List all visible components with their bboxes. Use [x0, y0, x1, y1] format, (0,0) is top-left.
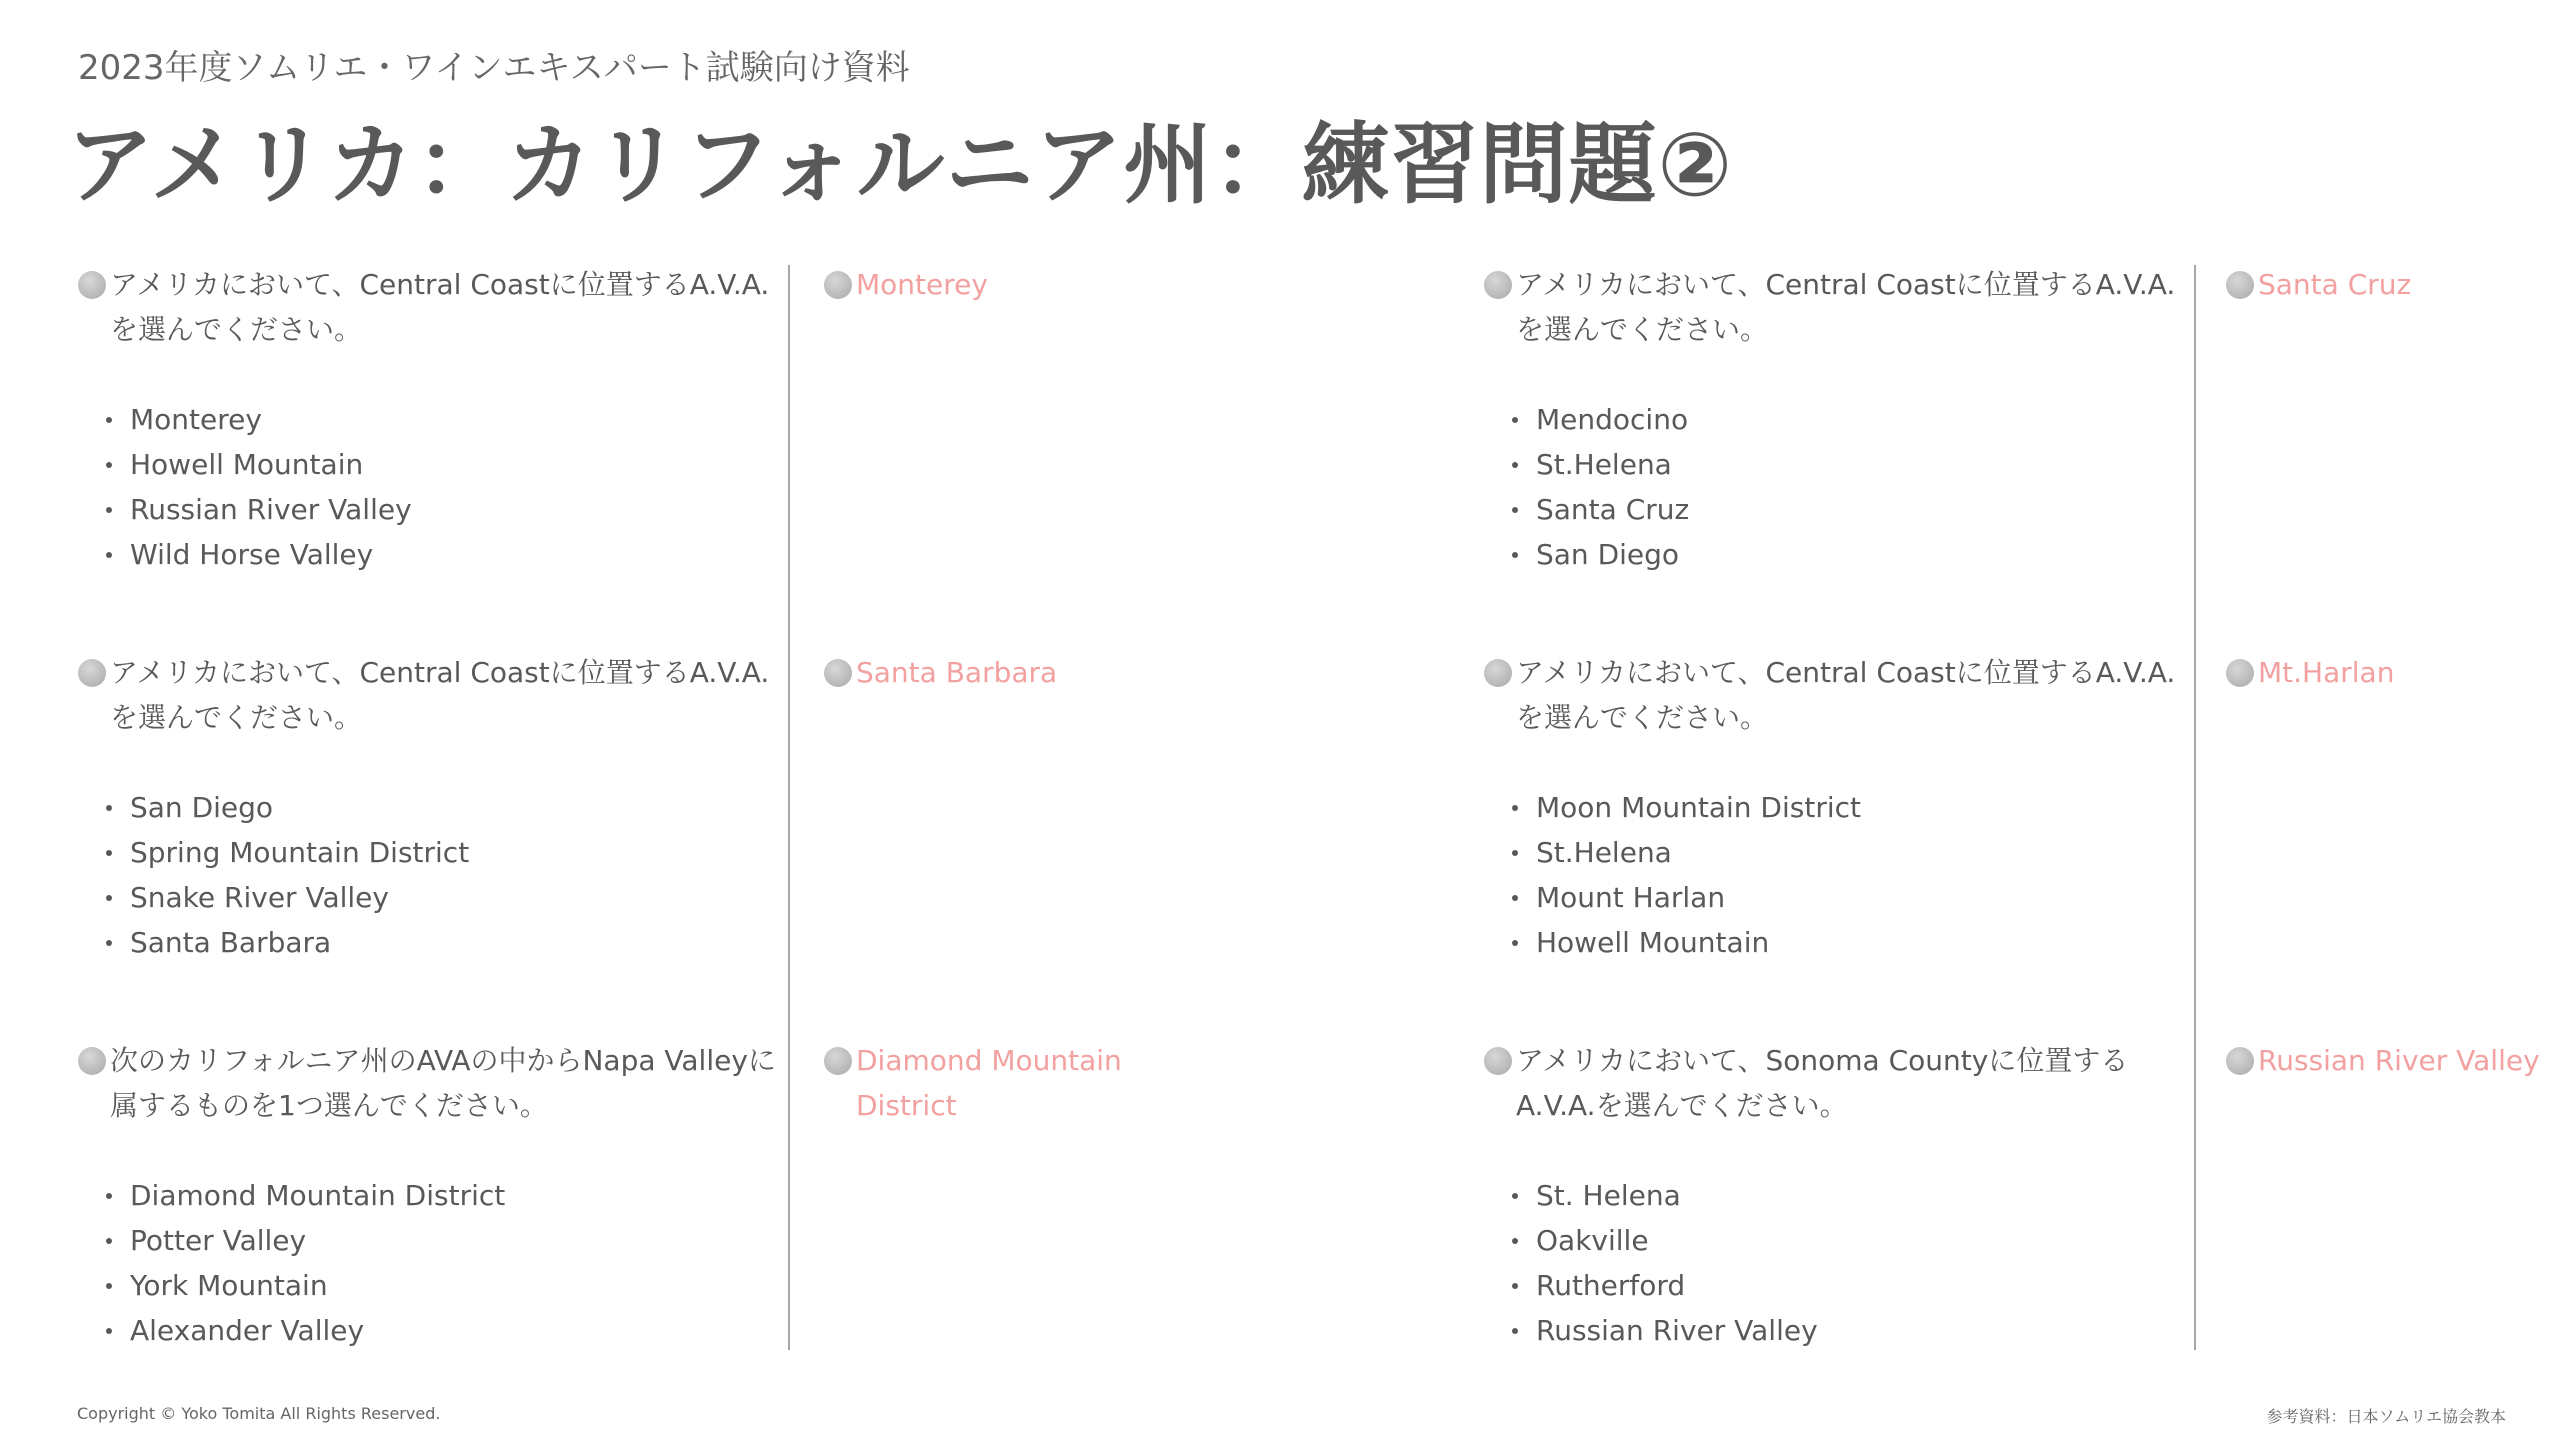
bullet-dot-icon — [78, 271, 106, 299]
answer-text: Mt.Harlan — [2258, 656, 2395, 689]
option-item: Howell Mountain — [1510, 920, 2186, 965]
bullet-dot-icon — [1484, 1047, 1512, 1075]
question-5 — [1486, 650, 2186, 965]
question-1 — [80, 262, 780, 577]
bullet-dot-icon — [824, 271, 852, 299]
option-item: St.Helena — [1510, 830, 2186, 875]
question-text: アメリカにおいて、Central Coastに位置するA.V.A.を選んでください。 — [1516, 268, 2176, 346]
question-4 — [1486, 262, 2186, 577]
option-list — [80, 397, 780, 577]
option-item: Rutherford — [1510, 1263, 2186, 1308]
question-text: アメリカにおいて、Central Coastに位置するA.V.A.を選んでください。 — [1516, 656, 2176, 734]
answer-text: Diamond Mountain District — [856, 1044, 1122, 1122]
answer-6 — [2228, 1038, 2558, 1083]
option-list — [1486, 1173, 2186, 1353]
option-item: Russian River Valley — [104, 487, 780, 532]
option-item: San Diego — [1510, 532, 2186, 577]
copyright-text: Copyright © Yoko Tomita All Rights Reserved. — [77, 1404, 441, 1423]
reference-text: 参考資料：日本ソムリエ協会教本 — [2266, 1407, 2506, 1426]
bullet-dot-icon — [1484, 659, 1512, 687]
answer-3 — [826, 1038, 1156, 1128]
question-text: 次のカリフォルニア州のAVAの中からNapa Valleyに属するものを1つ選んでください。 — [110, 1044, 776, 1122]
option-item: Moon Mountain District — [1510, 785, 2186, 830]
column-divider-left — [788, 265, 790, 1350]
bullet-dot-icon — [78, 659, 106, 687]
option-list — [80, 785, 780, 965]
bullet-dot-icon — [2226, 659, 2254, 687]
answer-1 — [826, 262, 1156, 307]
bullet-dot-icon — [1484, 271, 1512, 299]
option-item: Russian River Valley — [1510, 1308, 2186, 1353]
bullet-dot-icon — [824, 1047, 852, 1075]
answer-4 — [2228, 262, 2558, 307]
bullet-dot-icon — [2226, 1047, 2254, 1075]
option-item: Snake River Valley — [104, 875, 780, 920]
question-text: アメリカにおいて、Central Coastに位置するA.V.A.を選んでください。 — [110, 268, 770, 346]
bullet-dot-icon — [824, 659, 852, 687]
answer-text: Monterey — [856, 268, 988, 301]
option-item: Santa Barbara — [104, 920, 780, 965]
option-item: Diamond Mountain District — [104, 1173, 780, 1218]
option-item: St.Helena — [1510, 442, 2186, 487]
option-item: St. Helena — [1510, 1173, 2186, 1218]
option-item: Wild Horse Valley — [104, 532, 780, 577]
answer-text: Russian River Valley — [2258, 1044, 2540, 1077]
option-list — [1486, 785, 2186, 965]
option-list — [80, 1173, 780, 1353]
question-3 — [80, 1038, 780, 1353]
bullet-dot-icon — [78, 1047, 106, 1075]
page-title: アメリカ：カリフォルニア州：練習問題② — [66, 113, 1733, 216]
answer-text: Santa Barbara — [856, 656, 1058, 689]
option-item: Santa Cruz — [1510, 487, 2186, 532]
document-subtitle: 2023年度ソムリエ・ワインエキスパート試験向け資料 — [78, 48, 910, 88]
answer-5 — [2228, 650, 2558, 695]
option-list — [1486, 397, 2186, 577]
question-2 — [80, 650, 780, 965]
question-text: アメリカにおいて、Sonoma Countyに位置するA.V.A.を選んでください。 — [1516, 1044, 2129, 1122]
option-item: York Mountain — [104, 1263, 780, 1308]
answer-text: Santa Cruz — [2258, 268, 2412, 301]
question-text: アメリカにおいて、Central Coastに位置するA.V.A.を選んでください。 — [110, 656, 770, 734]
option-item: Mount Harlan — [1510, 875, 2186, 920]
option-item: San Diego — [104, 785, 780, 830]
option-item: Potter Valley — [104, 1218, 780, 1263]
option-item: Oakville — [1510, 1218, 2186, 1263]
column-divider-right — [2194, 265, 2196, 1350]
question-6 — [1486, 1038, 2186, 1353]
answer-2 — [826, 650, 1156, 695]
option-item: Mendocino — [1510, 397, 2186, 442]
option-item: Howell Mountain — [104, 442, 780, 487]
option-item: Monterey — [104, 397, 780, 442]
option-item: Alexander Valley — [104, 1308, 780, 1353]
option-item: Spring Mountain District — [104, 830, 780, 875]
bullet-dot-icon — [2226, 271, 2254, 299]
